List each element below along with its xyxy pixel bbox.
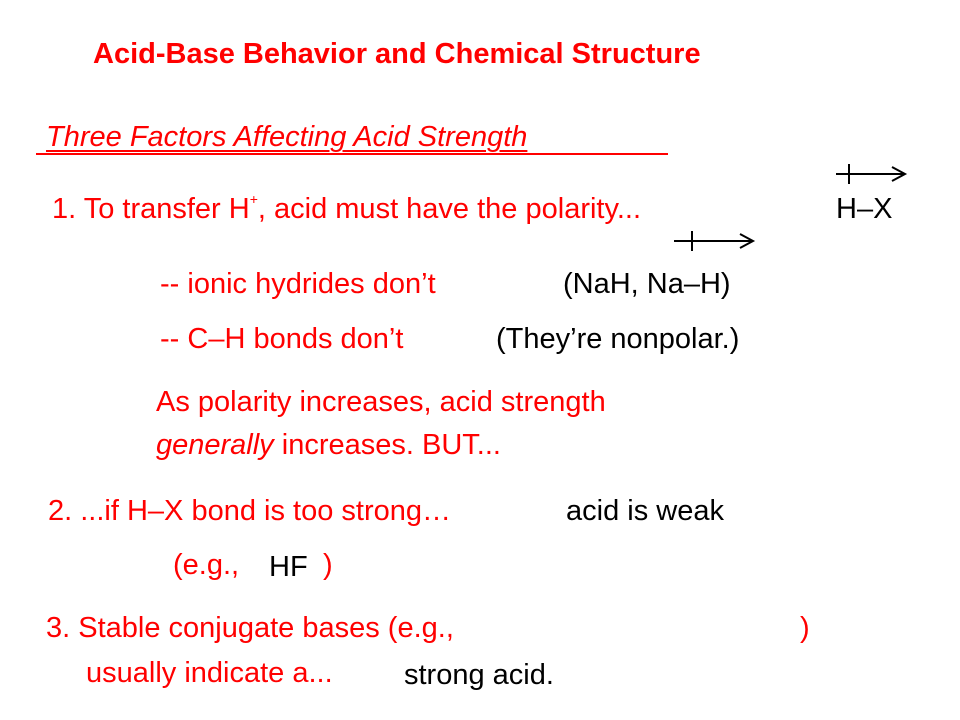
factor-3-line-1: 3. Stable conjugate bases (e.g.,: [46, 612, 454, 644]
hf-example-close: ): [323, 549, 333, 581]
hx-formula: H–X: [836, 193, 893, 225]
bullet-ch-bonds: -- C–H bonds don’t: [160, 323, 404, 355]
h-plus-superscript: +: [249, 191, 258, 207]
polarity-arrow-icon: [832, 162, 912, 188]
hf-formula: HF: [269, 551, 308, 583]
hf-example-open: (e.g.,: [173, 549, 240, 581]
nonpolar-example: (They’re nonpolar.): [496, 323, 740, 355]
factor-3-close-paren: ): [800, 612, 810, 644]
factor-1-text: 1. To transfer H+, acid must have the polarity...: [52, 191, 641, 225]
polarity-arrow-icon: [670, 229, 760, 255]
nah-example: (NaH, Na–H): [563, 268, 731, 300]
bullet-ionic-hydrides: -- ionic hydrides don’t: [160, 268, 436, 300]
subtitle-underline: [36, 153, 668, 155]
factor-3-line-2: usually indicate a...: [86, 657, 333, 689]
section-subtitle: Three Factors Affecting Acid Strength: [46, 121, 528, 153]
polarity-note-line-2: generally increases. BUT...: [156, 429, 501, 461]
factor-2-text: 2. ...if H–X bond is too strong…: [48, 495, 451, 527]
polarity-note-line-1: As polarity increases, acid strength: [156, 386, 606, 418]
page-title: Acid-Base Behavior and Chemical Structure: [93, 38, 701, 70]
acid-is-weak: acid is weak: [566, 495, 724, 527]
generally-emphasis: generally: [156, 429, 274, 461]
strong-acid: strong acid.: [404, 659, 554, 691]
